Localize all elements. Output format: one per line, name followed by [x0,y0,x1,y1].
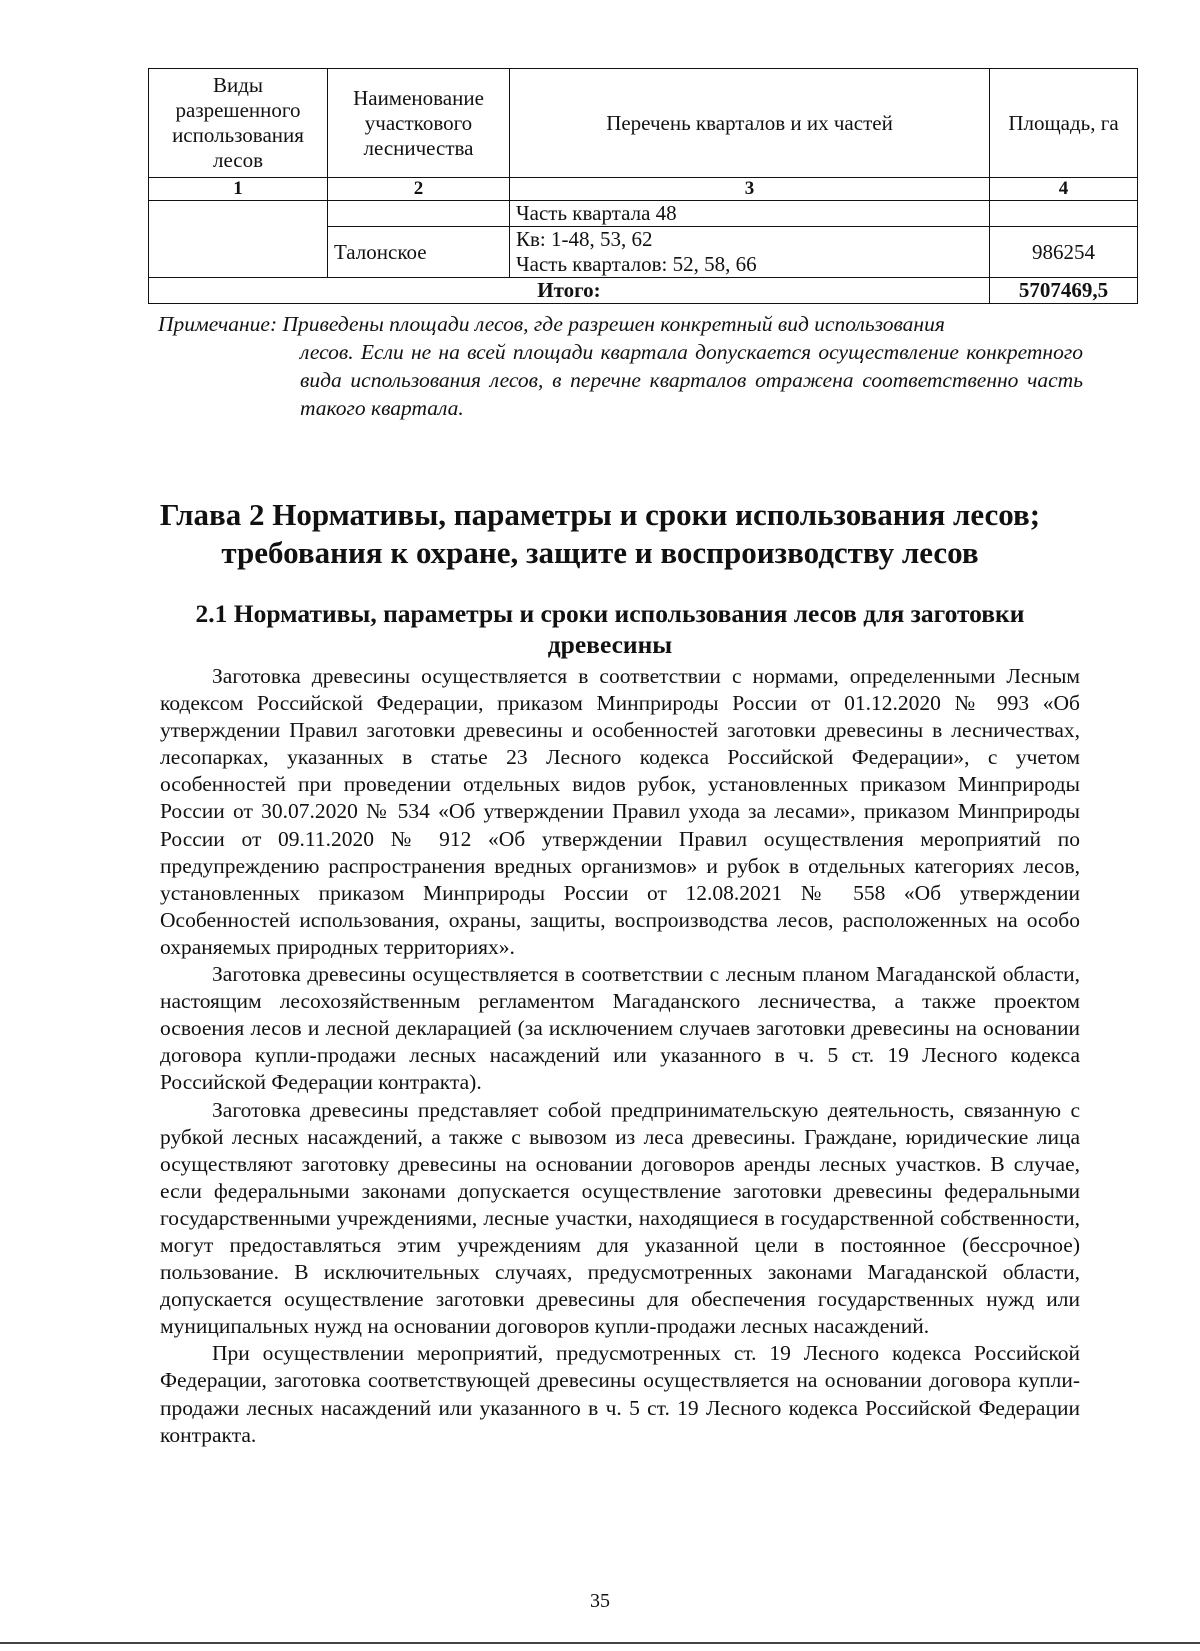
note-first-text: Приведены площади лесов, где разрешен конкретный вид использования [282,312,945,336]
note-first-line [158,310,1083,338]
paragraph: Заготовка древесины осуществляется в соответствии с лесным планом Магаданской области, настоящим лесохозяйственным регламентом Магаданского лесничества, а также проектом освоения лесов и лесной декларацией (за исключением случаев заготовки древесины на основании договора купли-продажи лесных насаждений или указанного в ч. 5 ст. 19 Лесного кодекса Российской Федерации контракта). [160,962,1080,1095]
header-cell-use-types: Виды разрешенного использования лесов [149,69,328,178]
note-label: Примечание: [158,312,278,336]
table-column-numbers-row [149,178,1138,201]
paragraph: Заготовка древесины осуществляется в соответствии с нормами, определенными Лесным кодексом Российской Федерации, приказом Минприроды России от 01.12.2020 № 993 «Об утверждении Правил заготовки древесины и особенностей заготовки древесины в лесничествах, лесопарках, указанных в статье 23 Лесного кодекса Российской Федерации», с учетом особенностей при проведении отдельных видов рубок, установленных приказом Минприроды России от 30.07.2020 № 534 «Об утверждении Правил ухода за лесами», приказом Минприроды России от 09.11.2020 № 912 «Об утверждении Правил осуществления мероприятий по предупреждению распространения вредных организмов» и рубок в отдельных категориях лесов, установленных приказом Минприроды России от 12.08.2021 № 558 «Об утверждении Особенностей использования, охраны, защиты, воспроизводства лесов, расположенных на особо охраняемых природных территориях». [160,664,1080,959]
body-text [160,663,1080,1449]
table-cell-quarters [510,227,990,278]
table-cell-quarters: Часть квартала 48 [510,201,990,227]
bottom-divider [0,1642,1200,1644]
total-label: Итого: [149,278,990,304]
header-cell-district-name: Наименование участкового лесничества [328,69,510,178]
quarters-line: Часть кварталов: 52, 58, 66 [516,252,757,276]
page-number: 35 [590,1590,610,1612]
header-cell-quarters-list: Перечень кварталов и их частей [510,69,990,178]
header-cell-area: Площадь, га [990,69,1138,178]
table-cell-district [328,201,510,227]
paragraph: При осуществлении мероприятий, предусмотренных ст. 19 Лесного кодекса Российской Федерации, заготовка соответствующей древесины осуществляется на основании договора купли-продажи лесных насаждений или указанного в ч. 5 ст. 19 Лесного кодекса Российской Федерации контракта. [160,1341,1080,1447]
table-header-row [149,69,1138,178]
table-row [149,201,1138,227]
table-cell-area: 986254 [990,227,1138,278]
total-value: 5707469,5 [990,278,1138,304]
chapter-title: Глава 2 Нормативы, параметры и сроки использования лесов; требования к охране, защите и воспроизводству лесов [159,497,1041,570]
table-cell-district: Талонское [328,227,510,278]
table-note [158,310,1083,422]
forest-use-table [148,68,1138,304]
note-rest-text: лесов. Если не на всей площади квартала допускается осуществление конкретного вида использования лесов, в перечне кварталов отражена соответственно часть такого квартала. [300,340,1083,420]
paragraph: Заготовка древесины представляет собой предпринимательскую деятельность, связанную с рубкой лесных насаждений, а также с вывозом из леса древесины. Граждане, юридические лица осуществляют заготовку древесины на основании договоров аренды лесных участков. В случае, если федеральными законами допускается осуществление заготовки древесины федеральными государственными учреждениями, лесные участки, находящиеся в государственной собственности, могут предоставляться этим учреждениям для указанной цели в постоянное (бессрочное) пользование. В исключительных случаях, предусмотренных законами Магаданской области, допускается осуществление заготовки древесины для обеспечения государственных нужд или муниципальных нужд на основании договоров купли-продажи лесных насаждений. [160,1097,1080,1339]
column-number-cell: 1 [149,178,328,201]
table-total-row [149,278,1138,304]
table-cell-area [990,201,1138,227]
table-cell-use-type [149,201,328,278]
column-number-cell: 3 [510,178,990,201]
column-number-cell: 2 [328,178,510,201]
section-title: 2.1 Нормативы, параметры и сроки использования лесов для заготовки древесины [195,599,1025,659]
column-number-cell: 4 [990,178,1138,201]
quarters-line: Кв: 1-48, 53, 62 [516,227,653,251]
